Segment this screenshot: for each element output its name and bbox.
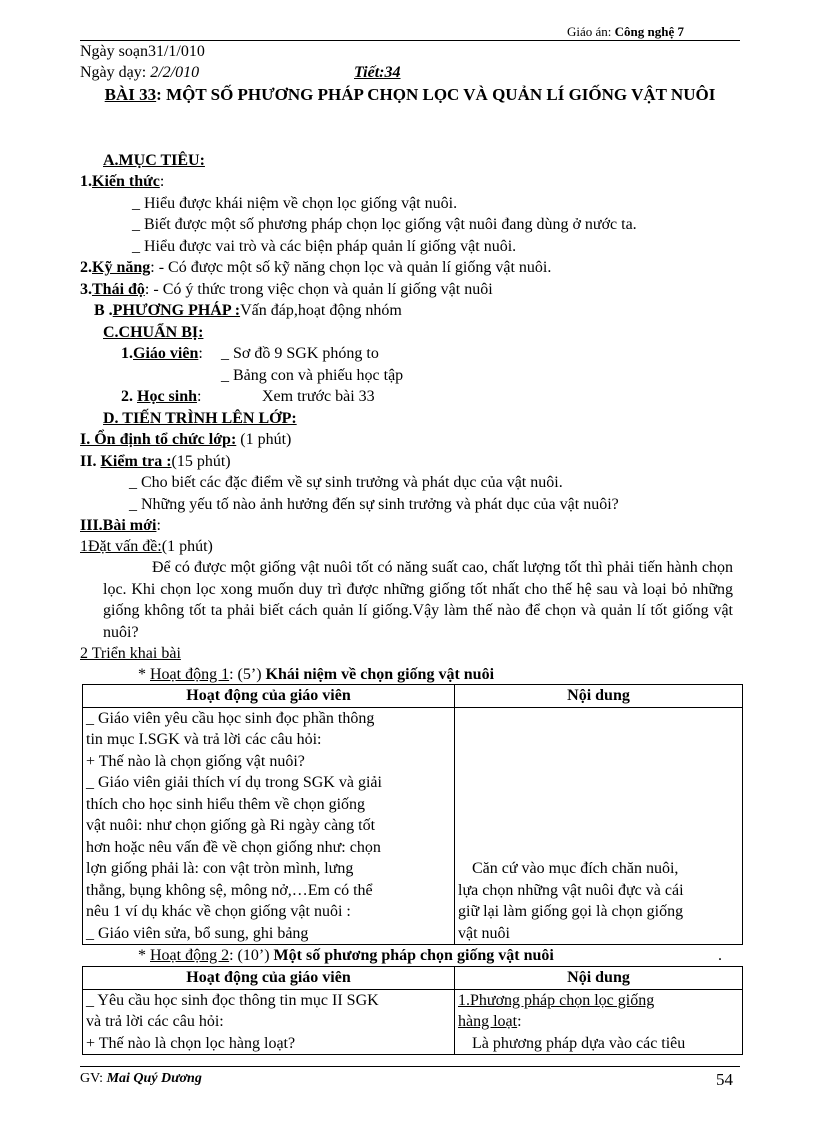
teacher-line: _ Giáo viên giải thích ví dụ trong SGK và giải	[86, 774, 382, 791]
teacher-line: thẳng, bụng không sệ, mông nở,…Em có thể	[86, 881, 373, 899]
teacher-line: nêu 1 ví dụ khác về chọn giống vật nuôi :	[86, 903, 351, 920]
intro-line	[80, 538, 213, 556]
process-heading: D. TIẾN TRÌNH LÊN LỚP:	[103, 410, 297, 427]
content-heading-2	[458, 1011, 739, 1033]
content-line: Căn cứ vào mục đích chăn nuôi,	[472, 860, 679, 877]
attitude-text: : - Có ý thức trong việc chọn và quản lí giống vật nuôi	[144, 281, 493, 298]
prep-heading: C.CHUẨN BỊ:	[103, 324, 204, 341]
activity-2-label: Hoạt động 2	[150, 947, 230, 964]
teacher-line: + Thế nào là chọn giống vật nuôi?	[86, 752, 305, 770]
skill-num: 2.	[80, 259, 92, 276]
student-label: Học sinh	[137, 388, 198, 405]
student-num: 2.	[121, 388, 133, 405]
teacher-line: _ Giáo viên sửa, bổ sung, ghi bảng	[86, 924, 309, 942]
method-label: PHƯƠNG PHÁP :	[112, 302, 241, 319]
header-label: Giáo án:	[567, 24, 612, 39]
activity-2-table	[82, 966, 743, 1055]
teacher-line: và trả lời các câu hỏi:	[86, 1013, 224, 1030]
content-heading: 1.Phương pháp chọn lọc giống	[458, 991, 655, 1009]
activity-1-star: *	[138, 666, 150, 683]
teacher-prep-item: _ Bảng con và phiếu học tập	[221, 367, 404, 384]
prep-date: Ngày soạn31/1/010	[80, 43, 205, 60]
student-prep-line	[121, 388, 201, 406]
step-3-label: III.Bài mới	[80, 517, 157, 534]
table-header-row	[83, 967, 743, 990]
activity-1-time: : (5’)	[229, 666, 266, 683]
knowledge-item: _ Hiểu được khái niệm về chọn lọc giống vật nuôi.	[132, 195, 458, 212]
teacher-activity-cell	[83, 707, 455, 945]
teacher-prep-line	[121, 345, 203, 363]
teacher-line: tin mục I.SGK và trả lời các câu hỏi:	[86, 731, 322, 748]
attitude-num: 3.	[80, 281, 92, 298]
activity-1-table	[82, 684, 743, 945]
content-line: lựa chọn những vật nuôi đực và cái	[458, 881, 684, 899]
teach-date-value: 2/2/010	[150, 64, 200, 81]
student-prep-text: Xem trước bài 33	[262, 388, 375, 405]
teach-date-label: Ngày dạy:	[80, 64, 147, 81]
footer-rule	[80, 1066, 740, 1067]
footer-author	[80, 1071, 202, 1087]
teacher-num: 1.	[121, 345, 133, 362]
skill-line	[80, 259, 551, 277]
intro-label: 1Đặt vấn đề:	[80, 538, 162, 555]
knowledge-num: 1.	[80, 173, 92, 190]
attitude-line	[80, 281, 493, 299]
step-3-colon: :	[156, 517, 161, 534]
knowledge-colon: :	[159, 173, 165, 190]
check-question: _ Những yếu tố nào ảnh hưởng đến sự sinh trưởng và phát dục của vật nuôi?	[129, 496, 619, 513]
step-2-label: Kiểm tra :	[100, 453, 172, 470]
teacher-line: lợn giống phải là: con vật tròn mình, lưng	[86, 860, 354, 877]
activity-2-heading	[138, 947, 554, 965]
knowledge-label: Kiến thức	[92, 173, 160, 190]
teacher-colon: :	[198, 345, 203, 362]
footer-gv-name: Mai Quý Dương	[106, 1071, 202, 1086]
teacher-prep-item: _ Sơ đồ 9 SGK phóng to	[221, 345, 379, 362]
method-text: Vấn đáp,hoạt động nhóm	[240, 302, 402, 319]
page-number: 54	[716, 1070, 733, 1089]
knowledge-item: _ Biết được một số phương pháp chọn lọc giống vật nuôi đang dùng ở nước ta.	[132, 216, 637, 233]
activity-2-star: *	[138, 947, 150, 964]
method-line	[94, 302, 402, 320]
col-teacher-header: Hoạt động của giáo viên	[83, 967, 455, 990]
col-teacher-header: Hoạt động của giáo viên	[83, 685, 455, 708]
step-1	[80, 431, 291, 449]
skill-label: Kỹ năng	[92, 259, 151, 276]
step-1-time: (1 phút)	[236, 431, 292, 448]
teacher-line: vật nuôi: như chọn giống gà Ri ngày càng tốt	[86, 817, 376, 834]
teach-date	[80, 64, 199, 82]
activity-1-title: Khái niệm về chọn giống vật nuôi	[265, 666, 495, 683]
header-subject: Công nghệ 7	[614, 24, 685, 39]
skill-text: : - Có được một số kỹ năng chọn lọc và quản lí giống vật nuôi.	[150, 259, 552, 276]
attitude-label: Thái độ	[92, 281, 145, 298]
step-2-time: (15 phút)	[171, 453, 231, 470]
table-row	[83, 707, 743, 945]
teacher-line: thích cho học sinh hiểu thêm về chọn giống	[86, 795, 366, 813]
teacher-line: hơn hoặc nêu vấn đề về chọn giống như: chọn	[86, 838, 381, 856]
footer-gv-label: GV:	[80, 1071, 107, 1086]
method-prefix: B .	[94, 302, 113, 319]
table-header-row	[83, 685, 743, 708]
objectives-heading: A.MỤC TIÊU:	[103, 152, 205, 169]
header	[567, 25, 684, 40]
table-row	[83, 989, 743, 1055]
header-rule	[80, 40, 740, 41]
activity-2-time: : (10’)	[229, 947, 274, 964]
activity-1-label: Hoạt động 1	[150, 666, 230, 683]
knowledge-item: _ Hiểu được vai trò và các biện pháp quản lí giống vật nuôi.	[132, 238, 517, 255]
intro-paragraph: Để có được một giống vật nuôi tốt có năng suất cao, chất lượng tốt thì phải tiến hành chọn lọc. Khi chọn lọc xong muốn duy trì được những giống tốt nhất cho thế hệ sau và loại bỏ những giống không tốt ta phải biết cách quản lí giống.Vậy làm thế nào để chọn và quản lí tốt giống vật nuôi?	[103, 559, 733, 641]
teacher-line: + Thế nào là chọn lọc hàng loạt?	[86, 1034, 296, 1052]
content-line: giữ lại làm giống gọi là chọn giống	[458, 903, 684, 920]
activity-2-trail: .	[718, 947, 722, 964]
teacher-label: Giáo viên	[133, 345, 199, 362]
teacher-line: _ Giáo viên yêu cầu học sinh đọc phần thông	[86, 709, 375, 727]
step-2	[80, 453, 231, 471]
content-line: Là phương pháp dựa vào các tiêu	[472, 1034, 686, 1052]
intro-time: (1 phút)	[161, 538, 213, 555]
content-line: vật nuôi	[458, 924, 510, 942]
content-heading-2-colon: :	[517, 1013, 522, 1030]
teacher-line: _ Yêu cầu học sinh đọc thông tin mục II SGK	[86, 991, 379, 1009]
knowledge-line	[80, 173, 164, 191]
col-content-header: Nội dung	[455, 685, 743, 708]
student-colon: :	[197, 388, 202, 405]
lesson-number: BÀI 33	[104, 85, 157, 104]
step-3	[80, 517, 161, 535]
content-cell	[455, 989, 743, 1055]
lesson-title: : MỘT SỐ PHƯƠNG PHÁP CHỌN LỌC VÀ QUẢN LÍ GIỐNG VẬT NUÔI	[156, 85, 716, 104]
step-2-num: II.	[80, 453, 97, 470]
deploy-heading: 2 Triển khai bài	[80, 645, 181, 662]
period: Tiết:34	[354, 64, 401, 81]
activity-1-heading	[138, 666, 494, 684]
col-content-header: Nội dung	[455, 967, 743, 990]
step-1-label: I. Ổn định tổ chức lớp:	[80, 431, 237, 448]
content-heading-2-text: hàng loạt	[458, 1013, 518, 1030]
page-title	[80, 84, 740, 106]
content-cell	[455, 707, 743, 945]
teacher-activity-cell	[83, 989, 455, 1055]
activity-2-title: Một số phương pháp chọn giống vật nuôi	[273, 947, 554, 964]
check-question: _ Cho biết các đặc điểm về sự sinh trưởng và phát dục của vật nuôi.	[129, 474, 563, 491]
